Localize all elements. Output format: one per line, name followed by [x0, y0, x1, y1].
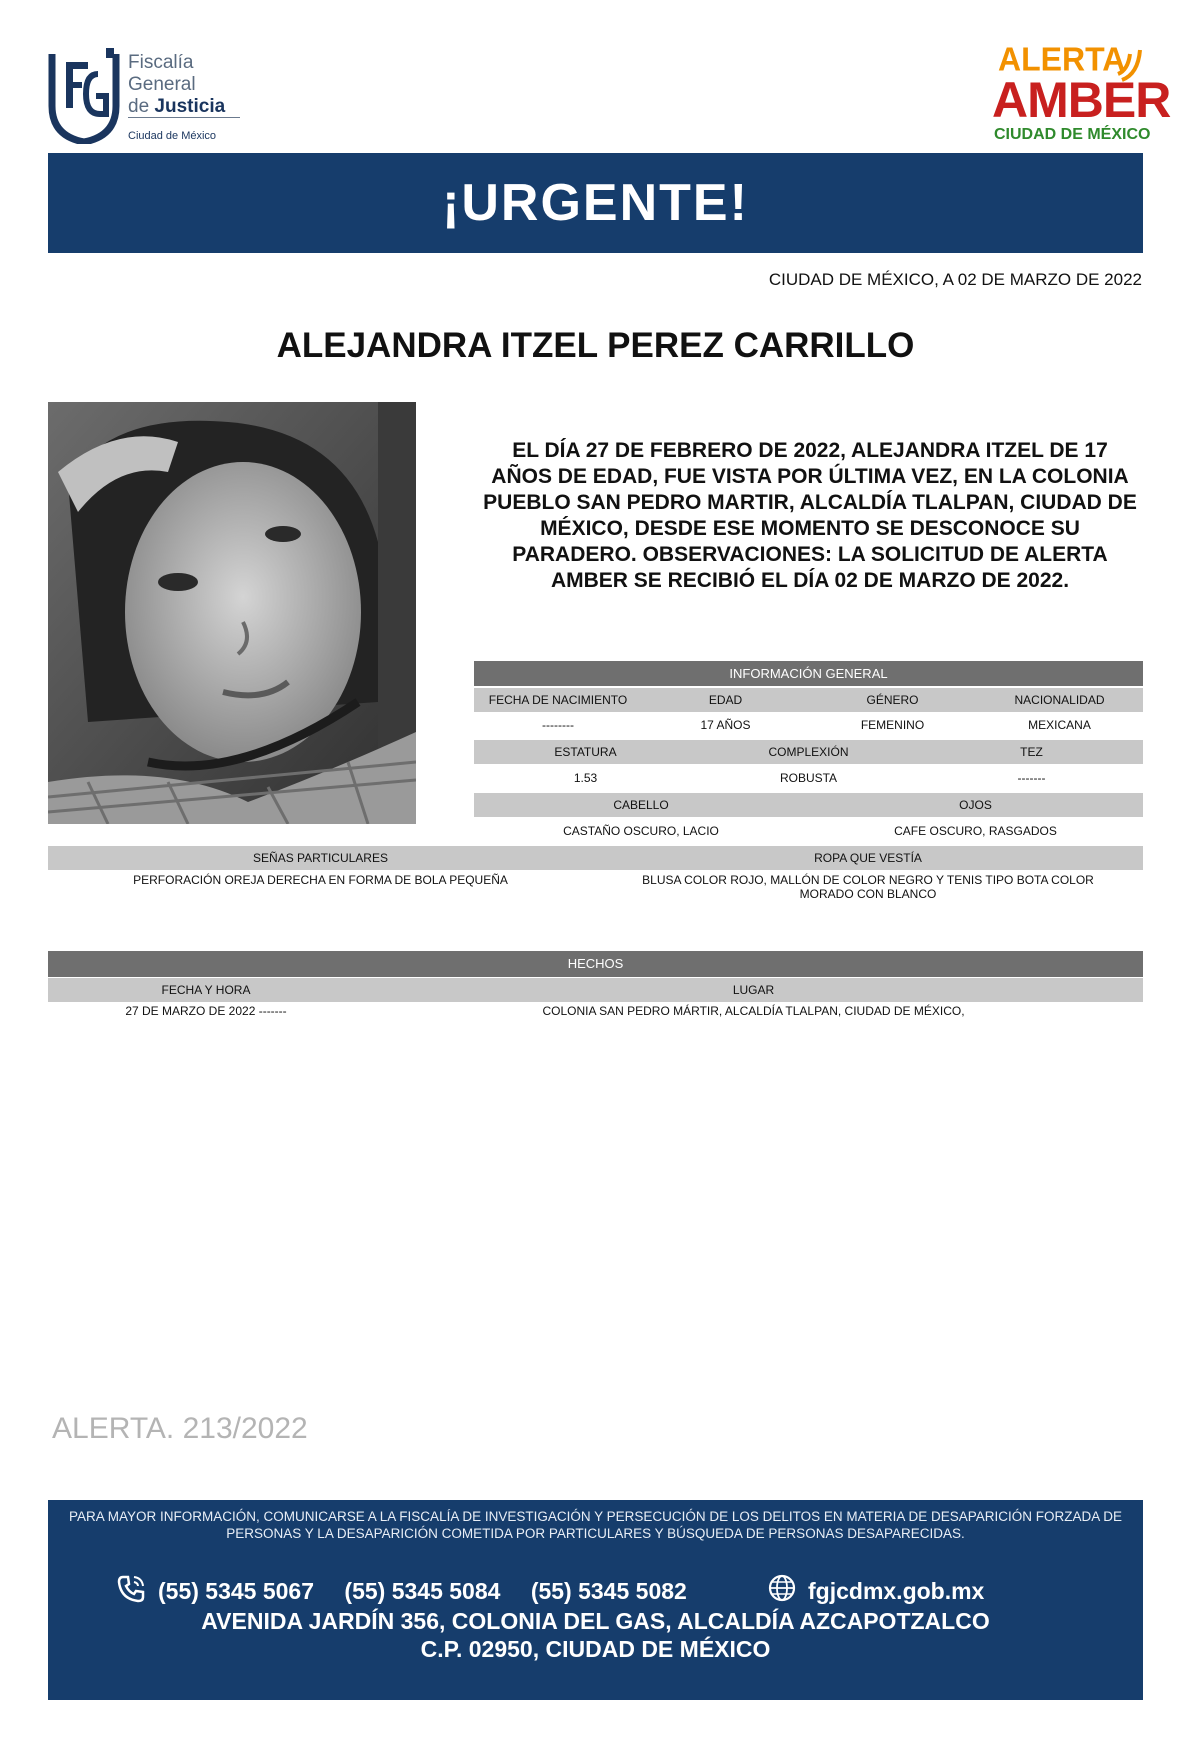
label-cabello: CABELLO: [613, 798, 669, 812]
label-ropa: ROPA QUE VESTÍA: [814, 851, 922, 865]
amber-logo-line-3: CIUDAD DE MÉXICO: [994, 126, 1151, 143]
footer-phones: [158, 1578, 711, 1605]
info-row3-values: [474, 824, 1143, 844]
person-name: ALEJANDRA ITZEL PEREZ CARRILLO: [276, 326, 915, 365]
value-senas: PERFORACIÓN OREJA DERECHA EN FORMA DE BOLA PEQUEÑA: [133, 873, 508, 887]
label-fecha-nacimiento: FECHA DE NACIMIENTO: [488, 693, 628, 707]
hechos-header: HECHOS: [48, 951, 1143, 977]
date-line: CIUDAD DE MÉXICO, A 02 DE MARZO DE 2022: [768, 270, 1142, 289]
label-ojos: OJOS: [959, 798, 992, 812]
phone-icon: [116, 1574, 146, 1604]
fgj-logo: [46, 44, 246, 144]
urgent-title: ¡URGENTE!: [442, 174, 749, 232]
phone-2[interactable]: (55) 5345 5084: [344, 1578, 501, 1604]
value-tez: -------: [1017, 771, 1046, 785]
fgj-separator: [128, 117, 240, 118]
label-nacionalidad: NACIONALIDAD: [1014, 693, 1105, 707]
footer: [48, 1500, 1143, 1700]
label-complexion: COMPLEXIÓN: [768, 745, 849, 759]
label-tez: TEZ: [1020, 745, 1043, 759]
value-edad: 17 AÑOS: [700, 718, 751, 732]
value-cabello: CASTAÑO OSCURO, LACIO: [563, 824, 719, 838]
info-general-header: INFORMACIÓN GENERAL: [474, 661, 1143, 686]
value-ropa: BLUSA COLOR ROJO, MALLÓN DE COLOR NEGRO Y TENIS TIPO BOTA COLOR MORADO CON BLANCO: [642, 873, 1094, 901]
phone-3[interactable]: (55) 5345 5082: [530, 1578, 687, 1604]
alert-code: ALERTA. 213/2022: [52, 1412, 308, 1445]
footer-info: PARA MAYOR INFORMACIÓN, COMUNICARSE A LA FISCALÍA DE INVESTIGACIÓN Y PERSECUCIÓN DE LOS DELITOS EN MATERIA DE DESAPARICIÓN FORZADA DE PERSONAS Y LA DESAPARICIÓN COMETIDA POR PARTICULARES Y BÚSQUEDA DE PERSONAS DESAPARECIDAS.: [69, 1509, 1122, 1541]
globe-icon: [766, 1572, 798, 1604]
details-values: [48, 873, 1143, 907]
urgent-banner: [48, 153, 1143, 253]
value-genero: FEMENINO: [860, 718, 925, 732]
value-complexion: ROBUSTA: [779, 771, 838, 785]
value-lugar: COLONIA SAN PEDRO MÁRTIR, ALCALDÍA TLALPAN, CIUDAD DE MÉXICO,: [542, 1004, 965, 1018]
value-nacionalidad: MEXICANA: [1028, 718, 1091, 732]
fgj-line-2: General: [128, 74, 196, 95]
info-row3-labels: [474, 793, 1143, 817]
label-estatura: ESTATURA: [554, 745, 617, 759]
footer-address-line-2: C.P. 02950, CIUDAD DE MÉXICO: [420, 1636, 771, 1662]
hechos-labels: [48, 978, 1143, 1002]
value-estatura: 1.53: [573, 771, 598, 785]
label-senas: SEÑAS PARTICULARES: [253, 851, 388, 865]
label-fecha-hora: FECHA Y HORA: [161, 983, 251, 997]
label-lugar: LUGAR: [732, 983, 775, 997]
phone-1[interactable]: (55) 5345 5067: [158, 1578, 315, 1604]
value-fecha-nacimiento: --------: [542, 718, 574, 732]
label-edad: EDAD: [708, 693, 743, 707]
fgj-line-1: Fiscalía: [128, 52, 194, 73]
missing-person-photo: [48, 402, 416, 824]
fgj-line-3-bold: Justicia: [154, 96, 226, 117]
fgj-line-3-prefix: de: [128, 96, 150, 117]
info-row1-values: [474, 718, 1143, 738]
footer-address-line-1: AVENIDA JARDÍN 356, COLONIA DEL GAS, ALCALDÍA AZCAPOTZALCO: [201, 1608, 990, 1634]
value-fecha-hora: 27 DE MARZO DE 2022 -------: [125, 1004, 287, 1018]
fgj-emblem-icon: [46, 44, 124, 144]
footer-website[interactable]: fgjcdmx.gob.mx: [808, 1578, 985, 1604]
amber-logo-line-1: ALERTA: [998, 40, 1126, 78]
details-labels: [48, 846, 1143, 870]
description-text: EL DÍA 27 DE FEBRERO DE 2022, ALEJANDRA ITZEL DE 17 AÑOS DE EDAD, FUE VISTA POR ÚLTIMA VEZ, EN LA COLONIA PUEBLO SAN PEDRO MARTIR, ALCALDÍA TLALPAN, CIUDAD DE MÉXICO, DESDE ESE MOMENTO SE DESCONOCE SU PARADERO. OBSERVACIONES: LA SOLICITUD DE ALERTA AMBER SE RECIBIÓ EL DÍA 02 DE MARZO DE 2022.: [483, 439, 1137, 592]
label-genero: GÉNERO: [866, 693, 919, 707]
hechos-values: [48, 1004, 1143, 1024]
info-row2-values: [474, 771, 1143, 791]
fgj-city: Ciudad de México: [128, 130, 217, 142]
alerta-amber-logo: [990, 40, 1171, 150]
info-row2-labels: [474, 740, 1143, 764]
amber-logo-line-2: AMBER: [992, 72, 1171, 128]
fgj-line-3: [128, 96, 225, 118]
info-row1-labels: [474, 688, 1143, 712]
value-ojos: CAFE OSCURO, RASGADOS: [894, 824, 1057, 838]
